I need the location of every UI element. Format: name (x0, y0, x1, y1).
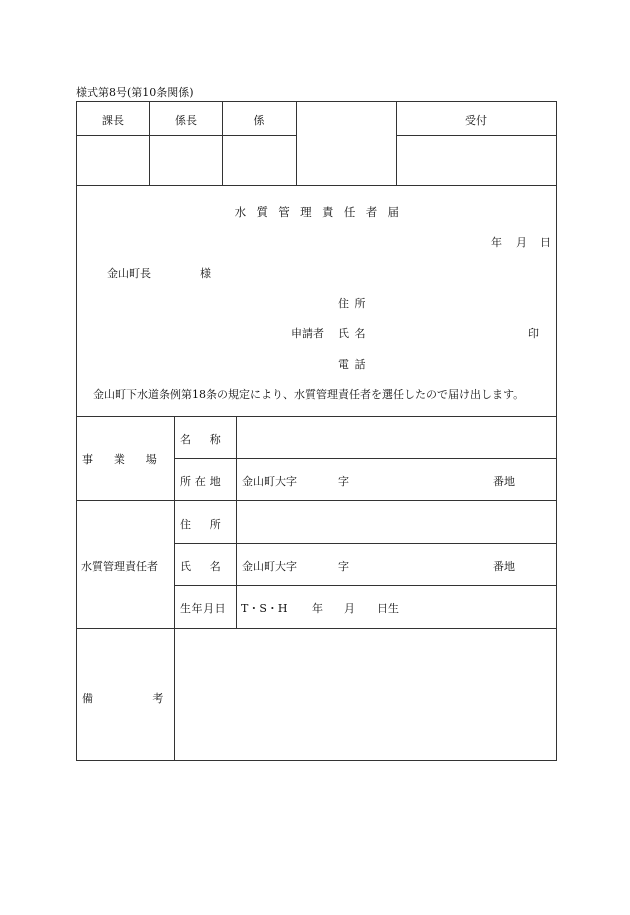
date-month: 月 (516, 236, 527, 249)
business-location-field[interactable] (300, 459, 556, 500)
manager-aza: 字 (338, 560, 349, 573)
manager-birth-suffix: 日生 (377, 602, 399, 615)
manager-name-label: 氏名 (180, 560, 240, 573)
business-banchi: 番地 (493, 475, 515, 488)
manager-birth-year: 年 (312, 602, 323, 615)
statement-text: 金山町下水道条例第18条の規定により、水質管理責任者を選任したので届け出します。 (93, 388, 525, 401)
uketsuke-stamp-cell[interactable] (397, 136, 556, 185)
business-location-prefix: 金山町大字 (242, 475, 297, 488)
applicant-seal: 印 (528, 327, 539, 340)
manager-banchi: 番地 (493, 560, 515, 573)
manager-name-field[interactable] (300, 544, 556, 585)
business-aza: 字 (338, 475, 349, 488)
form-number: 様式第8号(第10条関係) (76, 86, 194, 99)
manager-birth-month: 月 (344, 602, 355, 615)
remarks-field[interactable] (175, 629, 556, 760)
kakari-label: 係 (253, 114, 265, 127)
approval-block-bottom (76, 185, 557, 186)
manager-address-label: 住所 (180, 518, 240, 531)
date-year: 年 (491, 236, 502, 249)
business-location-label: 所在地 (180, 475, 225, 488)
date-day: 日 (540, 236, 551, 249)
manager-era: T・S・H (241, 602, 288, 615)
applicant-address-label: 住所 (338, 297, 371, 310)
applicant-label: 申請者 (291, 327, 324, 340)
applicant-phone-label: 電話 (338, 358, 371, 371)
manager-section-label: 水質管理責任者 (81, 560, 158, 573)
addressee-honorific: 様 (200, 267, 211, 280)
manager-birth-label: 生年月日 (180, 602, 227, 615)
approval-col-3 (296, 101, 297, 185)
ka-cho-stamp-cell[interactable] (77, 136, 149, 185)
kakari-cho-label: 係長 (175, 114, 197, 127)
addressee-name: 金山町長 (107, 267, 151, 280)
form-title: 水質管理責任者届 (234, 205, 410, 219)
kakari-stamp-cell[interactable] (223, 136, 296, 185)
kakari-cho-stamp-cell[interactable] (150, 136, 222, 185)
business-name-label: 名称 (180, 433, 240, 446)
remarks-label: 備考 (82, 692, 223, 705)
manager-birth-field[interactable] (237, 586, 556, 628)
business-section-label: 事業場 (82, 453, 178, 466)
manager-address-field[interactable] (237, 501, 556, 543)
ka-cho-label: 課長 (102, 114, 124, 127)
uketsuke-label: 受付 (465, 114, 487, 127)
business-name-field[interactable] (237, 417, 556, 458)
applicant-name-label: 氏名 (338, 327, 371, 340)
manager-name-prefix: 金山町大字 (242, 560, 297, 573)
